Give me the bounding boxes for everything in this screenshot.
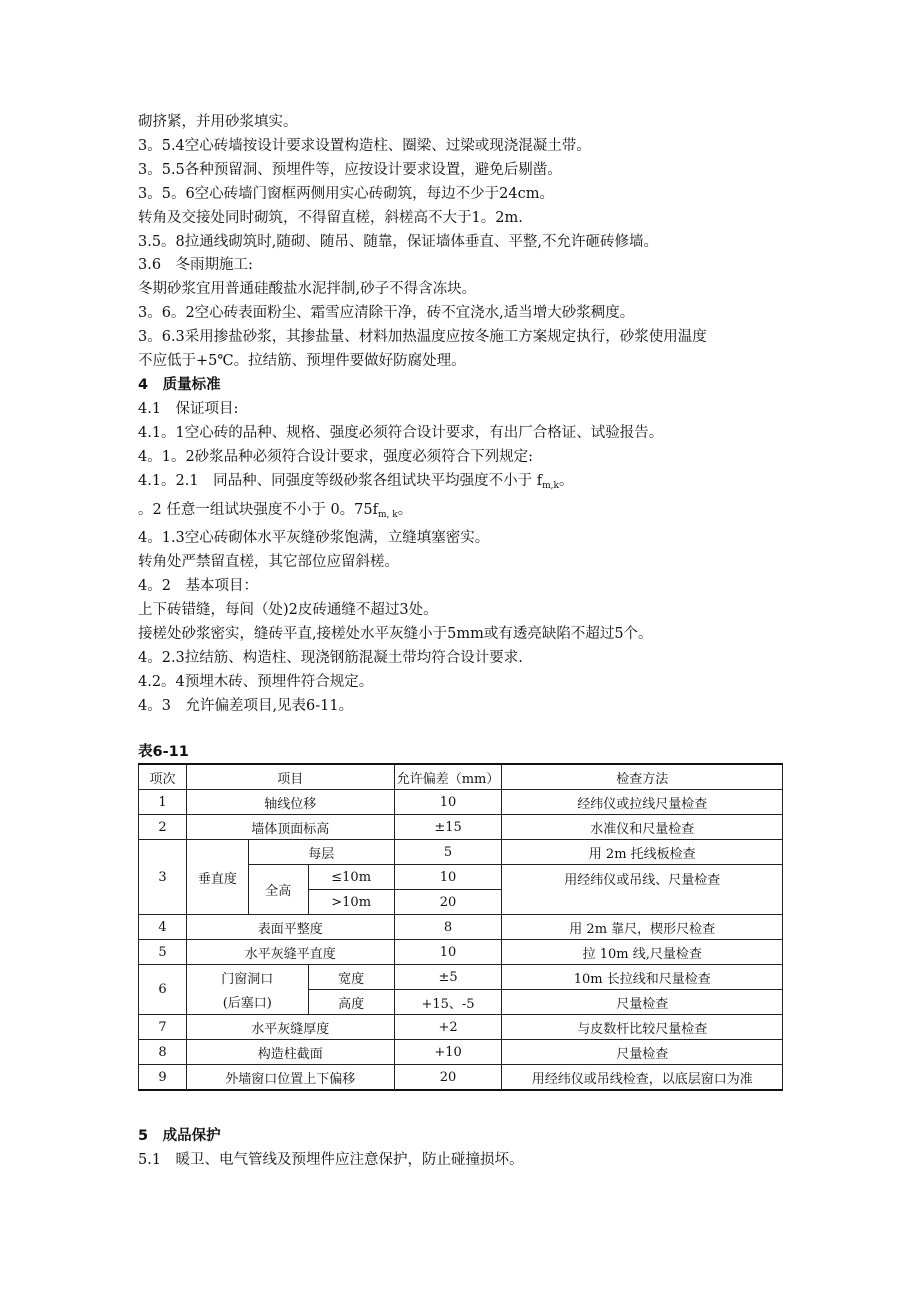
cell-tolerance: 10: [394, 940, 502, 965]
cell-item: (后塞口): [186, 990, 308, 1015]
cell-tolerance: 10: [394, 790, 502, 815]
cell-tolerance: 5: [394, 840, 502, 865]
cell-no: 1: [139, 790, 187, 815]
text-line: 4。2.3拉结筋、构造柱、现浇钢筋混凝土带均符合设计要求.: [138, 649, 523, 666]
cell-subitem: 宽度: [308, 965, 394, 990]
cell-no: 7: [139, 1015, 187, 1040]
cell-item: 水平灰缝平直度: [186, 940, 394, 965]
cell-item: 轴线位移: [186, 790, 394, 815]
cell-method: 经纬仪或拉线尺量检查: [502, 790, 783, 815]
table-row: [139, 1065, 783, 1091]
section-5: [138, 1125, 788, 1173]
text-line-formula: [138, 470, 788, 499]
body-text: [138, 111, 788, 719]
cell-tolerance: ±15: [394, 815, 502, 840]
cell-item: 水平灰缝厚度: [186, 1015, 394, 1040]
cell-no: 2: [139, 815, 187, 840]
cell-item: 门窗洞口: [186, 965, 308, 990]
text-line: 4。3 允许偏差项目,见表6-11。: [138, 697, 354, 714]
cell-no: 4: [139, 915, 187, 940]
text-line: 4.2。4预埋木砖、预埋件符合规定。: [138, 673, 374, 690]
section-heading: 4 质量标准: [138, 376, 221, 393]
cell-item: 构造柱截面: [186, 1040, 394, 1065]
table-row: [139, 965, 783, 990]
table-row: [139, 915, 783, 940]
table-row: [139, 1015, 783, 1040]
text-line: 3。6.3采用掺盐砂浆，其掺盐量、材料加热温度应按冬施工方案规定执行，砂浆使用温度: [138, 329, 707, 346]
text-line: 3.5。8拉通线砌筑时,随砌、随吊、随靠，保证墙体垂直、平整,不允许砸砖修墙。: [138, 233, 659, 250]
text-line: 3。5。6空心砖墙门窗框两侧用实心砖砌筑，每边不少于24cm。: [138, 185, 554, 202]
header-no: 项次: [139, 764, 187, 790]
table-row: [139, 990, 783, 1015]
table-header-row: [139, 764, 783, 790]
cell-method: 用 2m 靠尺，楔形尺检查: [502, 915, 783, 940]
cell-tolerance: 8: [394, 915, 502, 940]
text-line: 3。6。2空心砖表面粉尘、霜雪应清除干净，砖不宜浇水,适当增大砂浆稠度。: [138, 305, 635, 322]
cell-method: 用经纬仪或吊线检查，以底层窗口为准: [502, 1065, 783, 1091]
cell-method: 用 2m 托线板检查: [502, 840, 783, 865]
formula-tail: 。: [397, 501, 413, 518]
table-row: [139, 840, 783, 865]
formula-tail: 。: [558, 472, 574, 489]
text-line: 转角及交接处同时砌筑，不得留直槎，斜槎高不大于1。2m.: [138, 209, 523, 226]
header-method: 检查方法: [502, 764, 783, 790]
cell-item: 墙体顶面标高: [186, 815, 394, 840]
header-tolerance: 允许偏差（mm）: [394, 764, 502, 790]
cell-method: 尺量检查: [502, 1040, 783, 1065]
cell-no: 6: [139, 965, 187, 1015]
cell-no: 3: [139, 840, 187, 915]
text-line: 3。5.5各种预留洞、预埋件等，应按设计要求设置，避免后剔凿。: [138, 161, 562, 178]
tolerance-table: [138, 763, 783, 1091]
table-row: [139, 790, 783, 815]
cell-subitem: >10m: [308, 890, 394, 915]
cell-method: 水准仪和尺量检查: [502, 815, 783, 840]
cell-tolerance: 20: [394, 1065, 502, 1091]
text-line: 4。1.3空心砖砌体水平灰缝砂浆饱满，立缝填塞密实。: [138, 530, 490, 547]
cell-subitem: ≤10m: [308, 865, 394, 890]
table-caption: 表6-11: [138, 744, 189, 760]
cell-item: 外墙窗口位置上下偏移: [186, 1065, 394, 1091]
cell-tolerance: 10: [394, 865, 502, 890]
cell-item: 表面平整度: [186, 915, 394, 940]
cell-subitem: 全高: [248, 865, 308, 915]
text-line: 冬期砂浆宜用普通硅酸盐水泥拌制,砂子不得含冻块。: [138, 281, 477, 298]
cell-no: 8: [139, 1040, 187, 1065]
cell-method: 10m 长拉线和尺量检查: [502, 965, 783, 990]
text-line: 5.1 暖卫、电气管线及预埋件应注意保护，防止碰撞损坏。: [138, 1151, 524, 1168]
formula-text: 。2 任意一组试块强度不小于 0。75f: [138, 501, 378, 518]
text-line: 上下砖错缝，每间（处)2皮砖通缝不超过3处。: [138, 602, 438, 619]
cell-method: 拉 10m 线,尺量检查: [502, 940, 783, 965]
text-line: 转角处严禁留直槎，其它部位应留斜槎。: [138, 554, 399, 571]
cell-item: 垂直度: [186, 840, 248, 915]
table-row: [139, 815, 783, 840]
table-row: [139, 1040, 783, 1065]
text-line: 接槎处砂浆密实，缝砖平直,接槎处水平灰缝小于5mm或有透亮缺陷不超过5个。: [138, 626, 653, 643]
text-line: 4.1。1空心砖的品种、规格、强度必须符合设计要求，有出厂合格证、试验报告。: [138, 424, 664, 441]
formula-subscript: m,k: [542, 480, 559, 491]
text-line-formula: [138, 499, 788, 528]
text-line: 3.6 冬雨期施工:: [138, 257, 253, 274]
cell-method: 用经纬仪或吊线、尺量检查: [502, 865, 783, 915]
text-line: 4.1 保证项目:: [138, 400, 239, 417]
cell-tolerance: +15、-5: [394, 990, 502, 1015]
text-line: 3。5.4空心砖墙按设计要求设置构造柱、圈梁、过梁或现浇混凝土带。: [138, 137, 591, 154]
text-line: 不应低于+5℃。拉结筋、预埋件要做好防腐处理。: [138, 353, 466, 370]
cell-tolerance: +10: [394, 1040, 502, 1065]
section-heading: 5 成品保护: [138, 1128, 221, 1144]
formula-text: 4.1。2.1 同品种、同强度等级砂浆各组试块平均强度不小于 f: [138, 472, 543, 489]
cell-subitem: 每层: [248, 840, 394, 865]
cell-tolerance: ±5: [394, 965, 502, 990]
cell-no: 9: [139, 1065, 187, 1091]
cell-tolerance: +2: [394, 1015, 502, 1040]
text-line: 4。1。2砂浆品种必须符合设计要求，强度必须符合下列规定:: [138, 448, 534, 465]
table-row: [139, 940, 783, 965]
cell-method: 与皮数杆比较尺量检查: [502, 1015, 783, 1040]
text-line: 4。2 基本项目：: [138, 578, 258, 595]
header-item: 项目: [186, 764, 394, 790]
text-line: 砌挤紧，并用砂浆填实。: [138, 114, 298, 130]
cell-subitem: 高度: [308, 990, 394, 1015]
formula-subscript: m, k: [378, 509, 398, 520]
cell-no: 5: [139, 940, 187, 965]
cell-tolerance: 20: [394, 890, 502, 915]
cell-method: 尺量检查: [502, 990, 783, 1015]
